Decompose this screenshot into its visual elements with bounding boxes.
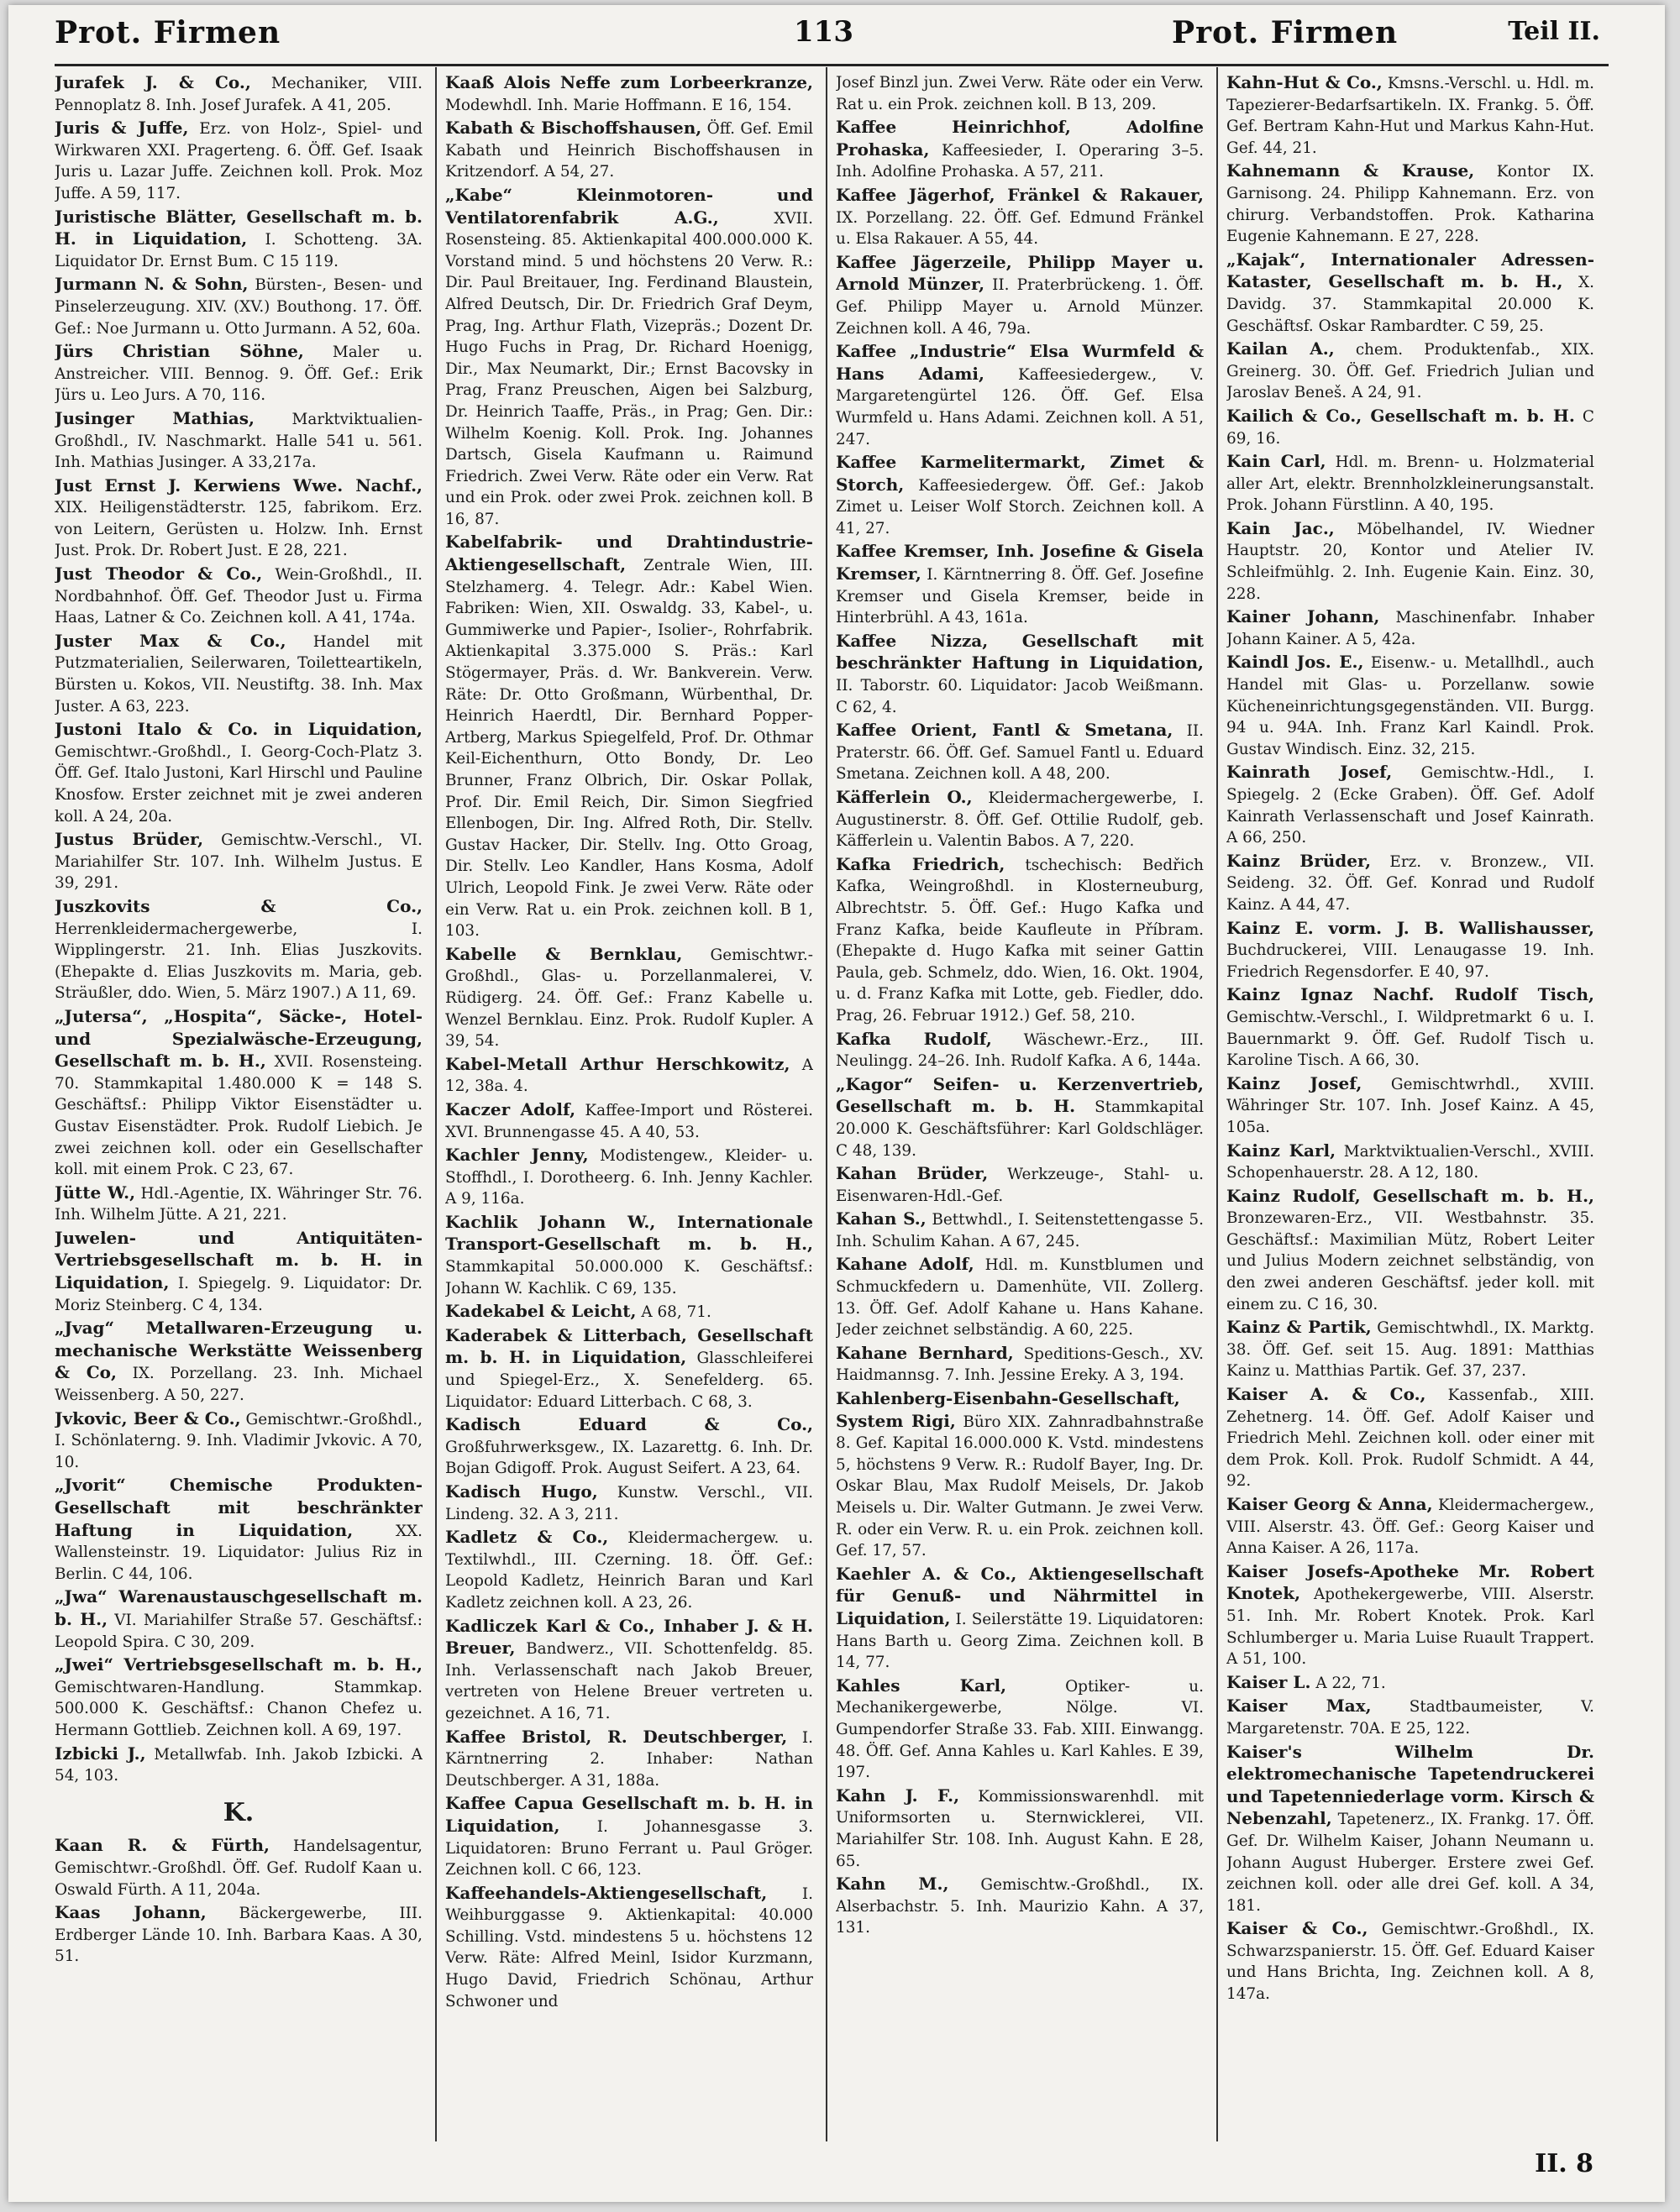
entry-details: Handel mit Putzmaterialien, Seilerwaren, Toiletteartikeln, Bürsten u. Kokos, VII. Neustiftg. 38. Inh. Max Juster. A 63, 223. — [55, 632, 423, 715]
firm-name: Kadekabel & Leicht, — [445, 1301, 637, 1322]
firm-name: Kahn J. F., — [836, 1785, 960, 1806]
column-3 — [836, 72, 1204, 2121]
directory-entry — [1226, 652, 1594, 760]
directory-entry — [55, 1743, 423, 1787]
entry-details: IX. Porzellang. 23. Inh. Michael Weissenberg. A 50, 227. — [55, 1365, 423, 1405]
firm-name: Kaiser & Co., — [1226, 1918, 1368, 1939]
firm-name: „Jvag“ Metallwaren-Erzeugung u. mechanische Werkstätte Weissenberg & Co, — [55, 1318, 423, 1383]
running-head-left: Prot. Firmen — [55, 15, 281, 50]
directory-entry — [836, 72, 1204, 115]
directory-entry — [445, 1727, 813, 1792]
entry-details: Stammkapital 20.000 K. Geschäftsführer: Karl Goldschläger. C 48, 139. — [836, 1098, 1204, 1160]
directory-entry — [836, 1163, 1204, 1207]
firm-name: Kafka Rudolf, — [836, 1028, 992, 1049]
directory-entry — [836, 720, 1204, 785]
entry-details: Josef Binzl jun. Zwei Verw. Räte oder ein Verw. Rat u. ein Prok. zeichnen koll. B 13, 209. — [836, 74, 1204, 113]
directory-entry — [445, 1793, 813, 1880]
firm-name: Kainer Johann, — [1226, 606, 1380, 627]
entry-details: Gemischtw.-Verschl., I. Wildpretmarkt 6 u. I. Bauernmarkt 9. Öff. Gef. Rudolf Tisch u. Karoline Tisch. A 66, 30. — [1226, 1008, 1594, 1070]
firm-name: Kahlenberg-Eisenbahn-Gesellschaft, System Rigi, — [836, 1388, 1180, 1431]
firm-name: Kainz & Partik, — [1226, 1317, 1372, 1338]
directory-entry — [55, 1408, 423, 1474]
firm-name: Kabelle & Bernklau, — [445, 943, 683, 964]
entry-details: Kunstw. Verschl., VII. Lindeng. 32. A 3, 211. — [445, 1484, 813, 1523]
firm-name: „Jutersa“, „Hospita“, Säcke-, Hotel- und Spezialwäsche-Erzeugung, Gesellschaft m. b. H., — [55, 1005, 423, 1072]
firm-name: Jurafek J. & Co., — [55, 72, 251, 92]
firm-name: Kailan A., — [1226, 338, 1335, 359]
entry-details: XX. Wallensteinstr. 19. Liquidator: Julius Riz in Berlin. C 44, 106. — [55, 1522, 423, 1583]
entry-details: I. Kärntnerring 8. Öff. Gef. Josefine Kremser und Gisela Kremser, beide in Hinterbrühl. A 43, 161a. — [836, 566, 1204, 627]
directory-entry — [55, 1835, 423, 1900]
directory-entry — [445, 1616, 813, 1725]
directory-entry — [836, 1785, 1204, 1872]
firm-name: Kadliczek Karl & Co., Inhaber J. & H. Breuer, — [445, 1615, 813, 1659]
directory-page — [8, 5, 1665, 2202]
firm-name: Juris & Juffe, — [55, 118, 189, 139]
entry-details: Kmsns.-Verschl. u. Hdl. m. Tapezierer-Bedarfsartikeln. IX. Frankg. 5. Öff. Gef. Bertram Kahn-Hut und Markus Kahn-Hut. Gef. 44, 21. — [1226, 75, 1594, 157]
firm-name: Kaiser A. & Co., — [1226, 1384, 1426, 1405]
entry-details: Glasschleiferei und Spiegel-Erz., X. Senefelderg. 65. Liquidator: Eduard Litterbach. C 68, 3. — [445, 1350, 813, 1411]
entry-details: Gemischtw.-Hdl., I. Spiegelg. 2 (Ecke Graben). Öff. Gef. Adolf Kainrath Verlassenschaft und Josef Kainrath. A 66, 250. — [1226, 764, 1594, 847]
entry-details: Marktviktualien-Verschl., XVIII. Schopenhauerstr. 28. A 12, 180. — [1226, 1142, 1594, 1182]
entry-details: II. Praterstr. 66. Öff. Gef. Samuel Fantl u. Eduard Smetana. Zeichnen koll. A 48, 200. — [836, 722, 1204, 784]
firm-name: Kaffee Capua Gesellschaft m. b. H. in Liquidation, — [445, 1793, 813, 1836]
firm-name: Kahan Brüder, — [836, 1163, 989, 1184]
entry-details: Buchdruckerei, VIII. Lenaugasse 19. Inh. Friedrich Regensdorfer. E 40, 97. — [1226, 941, 1594, 981]
directory-entry — [55, 1475, 423, 1585]
firm-name: Kaffee Heinrichhof, Adolfine Prohaska, — [836, 117, 1204, 160]
directory-entry — [55, 274, 423, 339]
firm-name: Kahan S., — [836, 1208, 927, 1229]
entry-details: XVII. Rosensteing. 70. Stammkapital 1.480.000 K = 148 S. Geschäftsf.: Philipp Viktor Eisenstädter u. Gustav Eisenstädter. Prok. Rudolf Liebich. Je zwei zeichnen koll. oder ein Gesellschafter koll. mit einem Prok. C 23, 67. — [55, 1053, 423, 1179]
directory-entry — [55, 1586, 423, 1653]
entry-details: Gemischtwr.-Großhdl., Glas- u. Porzellanmalerei, V. Rüdigerg. 24. Öff. Gef.: Franz Kabelle u. Wenzel Bernklau. Einz. Prok. Rudolf Kupler. A 39, 54. — [445, 946, 813, 1051]
directory-entry — [445, 1054, 813, 1098]
firm-name: Kafka Friedrich, — [836, 853, 1005, 874]
directory-entry — [1226, 518, 1594, 605]
directory-entry — [55, 118, 423, 204]
directory-entry — [836, 787, 1204, 852]
directory-entry — [445, 1527, 813, 1613]
firm-name: Kainz Ignaz Nachf. Rudolf Tisch, — [1226, 984, 1594, 1005]
firm-name: Jürs Christian Söhne, — [55, 341, 304, 362]
firm-name: Just Theodor & Co., — [55, 563, 263, 584]
directory-entry — [55, 563, 423, 629]
firm-name: Kaiser L. — [1226, 1671, 1311, 1692]
firm-name: Kabath & Bischoffshausen, — [445, 118, 702, 139]
firm-name: Kaiser Max, — [1226, 1696, 1372, 1717]
entry-details: XVII. Rosensteing. 85. Aktienkapital 400.000.000 K. Vorstand mind. 5 und höchstens 20 Verw. R.: Dir. Paul Breitauer, Ing. Ferdinand Blaustein, Alfred Deutsch, Dir. Dr. Friedrich Graf Deym, Prag, Ing. Arthur Flath, Vizepräs.; Dozent Dr. Hugo Fuchs in Prag, Dr. Richard Hoenigg, Dir., Max Neumarkt, Dir.; Ernst Bacovsky in Prag, Franz Preuschen, Aigen bei Salzburg, Dr. Heinrich Taaffe, Präs., in Prag; Gen. Dir.: Wilhelm Koenig. Koll. Prok. Ing. Johannes Dartsch, Gisela Kaufmann u. Raimund Friedrich. Zwei Verw. Räte oder ein Verw. Rat und ein Prok. oder zwei Prok. zeichnen koll. B 16, 87. — [445, 209, 813, 528]
entry-details: Bäckergewerbe, III. Erdberger Lände 10. Inh. Barbara Kaas. A 30, 51. — [55, 1905, 423, 1966]
directory-entry — [55, 341, 423, 406]
entry-details: Gemischtw.-Verschl., VI. Mariahilfer Str. 107. Inh. Wilhelm Justus. E 39, 291. — [55, 831, 423, 893]
entry-details: IX. Porzellang. 22. Öff. Gef. Edmund Fränkel u. Elsa Rakauer. A 55, 44. — [836, 208, 1204, 249]
column-divider — [435, 67, 437, 2141]
entry-details: Handelsagentur, Gemischtwr.-Großhdl. Öff. Gef. Rudolf Kaan u. Oswald Fürth. A 11, 204a. — [55, 1837, 423, 1899]
entry-details: chem. Produktenfab., XIX. Greinerg. 30. Öff. Gef. Friedrich Julian und Jaroslav Beneš. A 24, 91. — [1226, 341, 1594, 402]
directory-entry — [445, 1145, 813, 1210]
directory-entry — [836, 252, 1204, 339]
firm-name: Kahn M., — [836, 1874, 949, 1895]
directory-entry — [1226, 160, 1594, 247]
entry-details: A 22, 71. — [1315, 1674, 1386, 1692]
directory-entry — [55, 207, 423, 273]
firm-name: Kaiser Georg & Anna, — [1226, 1494, 1433, 1514]
entry-details: Bürsten-, Besen- und Pinselerzeugung. XIV. (XV.) Bouthong. 17. Öff. Gef.: Noe Jurmann u. Otto Jurmann. A 52, 60a. — [55, 276, 423, 338]
firm-name: Kadisch Hugo, — [445, 1481, 598, 1502]
firm-name: Kadletz & Co., — [445, 1527, 609, 1548]
firm-name: Kaan R. & Fürth, — [55, 1835, 270, 1856]
directory-entry — [836, 1388, 1204, 1562]
directory-entry — [836, 185, 1204, 250]
entry-details: A 12, 38a. 4. — [445, 1056, 813, 1096]
directory-entry — [836, 1074, 1204, 1161]
directory-entry — [1226, 451, 1594, 516]
entry-details: Kommissionswarenhdl. mit Uniformsorten u. Sternwicklerei, VII. Mariahilfer Str. 108. Inh. August Kahn. E 28, 65. — [836, 1787, 1204, 1870]
firm-name: Kainz Karl, — [1226, 1140, 1336, 1161]
firm-name: „Kabe“ Kleinmotoren- und Ventilatorenfabrik A.G., — [445, 184, 813, 228]
entry-details: Gemischtwr.-Großhdl., IX. Schwarzspanierstr. 15. Öff. Gef. Eduard Kaiser und Hans Brichta, Ing. Zeichnen koll. A 8, 147a. — [1226, 1921, 1594, 2004]
directory-entry — [1226, 406, 1594, 449]
firm-name: Kahane Bernhard, — [836, 1342, 1014, 1363]
directory-entry — [445, 72, 813, 116]
entry-details: Marktviktualien-Großhdl., IV. Naschmarkt. Halle 541 u. 561. Inh. Mathias Jusinger. A 33,217a. — [55, 410, 423, 472]
firm-name: Kainz Brüder, — [1226, 850, 1372, 871]
firm-name: Juristische Blätter, Gesellschaft m. b. H. in Liquidation, — [55, 206, 423, 249]
firm-name: Kaffee „Industrie“ Elsa Wurmfeld & Hans Adami, — [836, 341, 1204, 384]
entry-details: Hdl. m. Brenn- u. Holzmaterial aller Art, elektr. Brennholzkleinerungsanstalt. Prok. Johann Fürstlinn. A 40, 195. — [1226, 453, 1594, 515]
firm-name: Kaas Johann, — [55, 1902, 207, 1923]
directory-entry — [836, 1343, 1204, 1386]
directory-entry — [1226, 1140, 1594, 1184]
directory-entry — [836, 1874, 1204, 1939]
firm-name: Kaffee Jägerhof, Fränkel & Rakauer, — [836, 184, 1204, 205]
firm-name: Kaffee Bristol, R. Deutschberger, — [445, 1726, 788, 1747]
directory-entry — [1226, 72, 1594, 159]
firm-name: Kaehler A. & Co., Aktiengesellschaft für Genuß- und Nährmittel in Liquidation, — [836, 1563, 1204, 1628]
firm-name: Juwelen- und Antiquitäten-Vertriebsgesellschaft m. b. H. in Liquidation, — [55, 1227, 423, 1293]
directory-entry — [1226, 1317, 1594, 1382]
entry-details: Gemischtwaren-Handlung. Stammkap. 500.000 K. Geschäftsf.: Chanon Chefez u. Hermann Gottlieb. Zeichnen koll. A 69, 197. — [55, 1678, 423, 1739]
entry-details: I. Kärntnerring 2. Inhaber: Nathan Deutschberger. A 31, 188a. — [445, 1728, 813, 1790]
firm-name: Kaffee Kremser, Inh. Josefine & Gisela Kremser, — [836, 541, 1204, 584]
directory-entry — [445, 118, 813, 183]
directory-entry — [55, 1902, 423, 1968]
entry-details: I. Spiegelg. 9. Liquidator: Dr. Moriz Steinberg. C 4, 134. — [55, 1275, 423, 1314]
directory-entry — [55, 475, 423, 562]
directory-entry — [836, 117, 1204, 183]
firm-name: Kahn-Hut & Co., — [1226, 72, 1383, 92]
entry-details: Mechaniker, VIII. Pennoplatz 8. Inh. Josef Jurafek. A 41, 205. — [55, 75, 423, 114]
entry-details: Maschinenfabr. Inhaber Johann Kainer. A 5, 42a. — [1226, 609, 1594, 648]
entry-details: I. Seilerstätte 19. Liquidatoren: Hans Barth u. Georg Zima. Zeichnen koll. B 14, 77. — [836, 1610, 1204, 1672]
entry-details: X. Davidg. 37. Stammkapital 20.000 K. Geschäftsf. Oskar Rambardter. C 59, 25. — [1226, 274, 1594, 335]
firm-name: Kainrath Josef, — [1226, 762, 1393, 783]
firm-name: „Kagor“ Seifen- u. Kerzenvertrieb, Gesellschaft m. b. H. — [836, 1073, 1204, 1117]
firm-name: Jütte W., — [55, 1182, 136, 1203]
entry-details: Wäschewr.-Erz., III. Neulingg. 24–26. Inh. Rudolf Kafka. A 6, 144a. — [836, 1030, 1204, 1071]
directory-entry — [1226, 762, 1594, 848]
entry-details: Gemischtwhdl., IX. Marktg. 38. Öff. Gef. seit 15. Aug. 1891: Matthias Kainz u. Matthias Partik. Gef. 37, 237. — [1226, 1319, 1594, 1381]
entry-details: Maler u. Anstreicher. VIII. Bennog. 9. Öff. Gef.: Erik Jürs u. Leo Jurs. A 70, 116. — [55, 343, 423, 405]
directory-entry — [1226, 249, 1594, 337]
firm-name: Juszkovits & Co., — [55, 895, 423, 916]
directory-entry — [55, 408, 423, 474]
signature-mark: II. 8 — [1535, 2149, 1593, 2178]
entry-details: Erz. von Holz-, Spiel- und Wirkwaren XXI. Pragerteng. 6. Öff. Gef. Isaak Juris u. Lazar Juffe. Zeichnen koll. Prok. Moz Juffe. A 59, 117. — [55, 120, 423, 202]
firm-name: Kaffee Orient, Fantl & Smetana, — [836, 720, 1173, 741]
directory-entry — [836, 341, 1204, 450]
directory-entry — [1226, 1696, 1594, 1739]
entry-details: Modistengew., Kleider- u. Stoffhdl., I. Dorotheerg. 6. Inh. Jenny Kachler. A 9, 116a. — [445, 1147, 813, 1208]
entry-details: Erz. v. Bronzew., VII. Seideng. 32. Öff. Gef. Konrad und Rudolf Kainz. A 44, 47. — [1226, 852, 1594, 914]
directory-entry — [1226, 338, 1594, 404]
column-2 — [445, 72, 813, 2121]
firm-name: Kabel-Metall Arthur Herschkowitz, — [445, 1053, 790, 1074]
directory-entry — [1226, 1073, 1594, 1139]
firm-name: Kaindl Jos. E., — [1226, 652, 1364, 673]
directory-entry — [55, 829, 423, 894]
firm-name: Kahnemann & Krause, — [1226, 160, 1475, 181]
directory-entry — [1226, 851, 1594, 916]
directory-entry — [55, 72, 423, 116]
firm-name: Kaffee Karmelitermarkt, Zimet & Storch, — [836, 452, 1204, 495]
directory-entry — [445, 944, 813, 1052]
entry-details: Tapetenerz., IX. Frankg. 17. Öff. Gef. Dr. Wilhelm Kaiser, Johann Neumann u. Johann August Huberger. Erstere zwei Gef. zeichnen koll. oder alle drei Gef. koll. A 34, 181. — [1226, 1811, 1594, 1915]
entry-details: Kaffee-Import und Rösterei. XVI. Brunnengasse 45. A 40, 53. — [445, 1101, 813, 1141]
directory-entry — [1226, 1494, 1594, 1559]
firm-name: Kahles Karl, — [836, 1675, 1007, 1696]
part-label: Teil II. — [1508, 17, 1600, 46]
firm-name: Just Ernst J. Kerwiens Wwe. Nachf., — [55, 474, 423, 495]
entry-details: Kaffeesiedergew., V. Margaretengürtel 126. Öff. Gef. Elsa Wurmfeld u. Hans Adami. Zeichnen koll. A 51, 247. — [836, 365, 1204, 448]
entry-details: Modewhdl. Inh. Marie Hoffmann. E 16, 154. — [445, 96, 792, 114]
entry-details: Stammkapital 50.000.000 K. Geschäftsf.: Johann W. Kachlik. C 69, 135. — [445, 1258, 813, 1297]
directory-entry — [1226, 1918, 1594, 2005]
directory-entry — [836, 631, 1204, 718]
directory-entry — [445, 1481, 813, 1525]
firm-name: Kachlik Johann W., Internationale Transport-Gesellschaft m. b. H., — [445, 1211, 813, 1255]
entry-details: Gemischtwr.-Großhdl., I. Schönlaterng. 9. Inh. Vladimir Jvkovic. A 70, 10. — [55, 1410, 423, 1471]
entry-details: Gemischtwr.-Großhdl., I. Georg-Coch-Platz 3. Öff. Gef. Italo Justoni, Karl Hirschl und Pauline Knosfow. Erster zeichnet mit je zwei anderen koll. A 24, 20a. — [55, 742, 423, 826]
entry-details: Öff. Gef. Emil Kabath und Heinrich Bischoffshausen in Kritzendorf. A 54, 27. — [445, 120, 813, 181]
firm-name: Kainz Rudolf, Gesellschaft m. b. H., — [1226, 1185, 1594, 1206]
directory-entry — [55, 1228, 423, 1316]
column-divider — [1216, 67, 1218, 2141]
entry-details: Kassenfab., XIII. Zehetnerg. 14. Öff. Gef. Adolf Kaiser und Friedrich Mehl. Zeichnen koll. oder einer mit dem Prok. Koll. Prok. Rudolf Schmidt. A 44, 92. — [1226, 1386, 1594, 1491]
entry-details: II. Praterbrückeng. 1. Öff. Gef. Philipp Mayer u. Arnold Münzer. Zeichnen koll. A 46, 79a. — [836, 276, 1204, 338]
entry-details: Werkzeuge-, Stahl- u. Eisenwaren-Hdl.-Gef. — [836, 1166, 1204, 1205]
directory-entry — [1226, 1186, 1594, 1316]
entry-details: Möbelhandel, IV. Wiedner Hauptstr. 20, Kontor und Atelier IV. Schleifmühlg. 2. Inh. Eugenie Kain. Einz. 30, 228. — [1226, 520, 1594, 603]
firm-name: Kainz E. vorm. J. B. Wallishausser, — [1226, 917, 1594, 938]
firm-name: Kain Jac., — [1226, 517, 1335, 538]
entry-details: Apothekergewerbe, VIII. Alserstr. 51. Inh. Mr. Robert Knotek. Prok. Karl Schlumberger u. Maria Luise Ruault Trappert. A 51, 100. — [1226, 1586, 1594, 1669]
entry-details: Kaffeesiedergew. Öff. Gef.: Jakob Zimet u. Leiser Wolf Storch. Zeichnen koll. A 41, 27. — [836, 476, 1204, 537]
entry-details: Gemischtw.-Großhdl., IX. Alserbachstr. 5. Inh. Maurizio Kahn. A 37, 131. — [836, 1876, 1204, 1937]
firm-name: Justoni Italo & Co. in Liquidation, — [55, 719, 423, 740]
directory-entry — [836, 1564, 1204, 1674]
column-4 — [1226, 72, 1594, 2121]
entry-details: Kleidermachergewerbe, I. Augustinerstr. 8. Öff. Gef. Ottilie Rudolf, geb. Käfferlein u. Valentin Babos. A 7, 220. — [836, 789, 1204, 851]
entry-details: Kontor IX. Garnisong. 24. Philipp Kahnemann. Erz. von chirurg. Verbandstoffen. Prok. Katharina Eugenie Kahnemann. E 27, 228. — [1226, 163, 1594, 246]
firm-name: Kaiser's Wilhelm Dr. elektromechanische Tapetendruckerei und Tapetenniederlage vorm. Kirsch & Nebenzahl, — [1226, 1741, 1594, 1829]
entry-details: Hdl. m. Kunstblumen und Schmuckfedern u. Damenhüte, VII. Zollerg. 13. Öff. Gef. Adolf Kahane u. Hans Kahane. Jeder zeichnet selbständig. A 60, 225. — [836, 1256, 1204, 1339]
firm-name: Kain Carl, — [1226, 451, 1326, 472]
firm-name: Izbicki J., — [55, 1743, 146, 1764]
section-letter: K. — [223, 1797, 255, 1827]
directory-entry — [836, 854, 1204, 1027]
firm-name: Kaderabek & Litterbach, Gesellschaft m. b. H. in Liquidation, — [445, 1324, 813, 1368]
entry-details: Kaffeesieder, I. Operaring 3–5. Inh. Adolfine Prohaska. A 57, 211. — [836, 141, 1204, 181]
entry-details: Hdl.-Agentie, IX. Währinger Str. 76. Inh. Wilhelm Jütte. A 21, 221. — [55, 1184, 423, 1224]
directory-entry — [836, 452, 1204, 539]
entry-details: XIX. Heiligenstädterstr. 125, fabrikom. Erz. von Leitern, Gerüsten u. Holzw. Inh. Ernst Just. Prok. Dr. Robert Just. E 28, 221. — [55, 499, 423, 560]
entry-details: I. Johannesgasse 3. Liquidatoren: Bruno Ferrant u. Paul Gröger. Zeichnen koll. C 66, 123. — [445, 1817, 813, 1879]
directory-entry — [445, 1301, 813, 1324]
directory-entry — [1226, 1384, 1594, 1492]
entry-details: VI. Mariahilfer Straße 57. Geschäftsf.: Leopold Spira. C 30, 209. — [55, 1611, 423, 1651]
directory-entry — [55, 719, 423, 827]
firm-name: „Jvorit“ Chemische Produkten-Gesellschaft mit beschränkter Haftung in Liquidation, — [55, 1475, 423, 1540]
directory-entry — [1226, 1742, 1594, 1917]
directory-entry — [55, 1318, 423, 1406]
entry-details: C 69, 16. — [1226, 407, 1594, 448]
directory-entry — [55, 631, 423, 717]
directory-entry — [1226, 1561, 1594, 1670]
entry-details: Bandwerz., VII. Schottenfeldg. 85. Inh. Verlassenschaft nach Jakob Breuer, vertreten von Helene Breuer vertreten u. gezeichnet. A 16, 71. — [445, 1640, 813, 1722]
directory-entry — [55, 1654, 423, 1741]
entry-details: Herrenkleidermachergewerbe, I. Wipplingerstr. 21. Inh. Elias Juszkovits. (Ehepakte d. Elias Juszkovits m. Maria, geb. Sträußler, ddo. Wien, 5. März 1907.) A 11, 69. — [55, 920, 423, 1003]
entry-details: Zentrale Wien, III. Stelzhamerg. 4. Telegr. Adr.: Kabel Wien. Fabriken: Wien, XII. Oswaldg. 33, Kabel-, u. Gummiwerke und Papier-, Isolier-, Rohrfabrik. Aktienkapital 3.375.000 S. Präs.: Karl Stögermayer, Präs. d. Wr. Bankverein. Verw. Räte: Dr. Otto Großmann, Würbenthal, Dr. Heinrich Haerdtl, Dir. Bernhard Popper-Artberg, Markus Spiegelfeld, Prof. Dr. Othmar Keil-Eichenthurn, Otto Bondy, Dr. Leo Brunner, Franz Olbrich, Dir. Oskar Pollak, Prof. Dir. Emil Reich, Dir. Simon Siegfried Ellenbogen, Dir. Ing. Alfred Roth, Dir. Stellv. Gustav Hacker, Dir. Stellv. Ing. Otto Groag, Dir. Stellv. Leo Kandler, Hans Kosma, Adolf Ulrich, Leopold Fink. Je zwei Verw. Räte oder ein Verw. Rat u. ein Prok. zeichnen koll. B 1, 103. — [445, 557, 813, 941]
firm-name: Kaffeehandels-Aktiengesellschaft, — [445, 1882, 768, 1903]
firm-name: Jvkovic, Beer & Co., — [55, 1407, 241, 1428]
entry-details: Metallwfab. Inh. Jakob Izbicki. A 54, 103. — [55, 1745, 423, 1785]
entry-details: Optiker- u. Mechanikergewerbe, Nölge. VI. Gumpendorfer Straße 33. Fab. XIII. Einwangg. 48. Öff. Gef. Anna Kahles u. Karl Kahles. E 39, 197. — [836, 1677, 1204, 1782]
firm-name: „Jwei“ Vertriebsgesellschaft m. b. H., — [55, 1654, 423, 1675]
entry-details: Großfuhrwerksgew., IX. Lazarettg. 6. Inh. Dr. Bojan Gdigoff. Prok. August Seifert. A 23, 64. — [445, 1438, 813, 1478]
firm-name: Jusinger Mathias, — [55, 407, 255, 428]
directory-entry — [445, 532, 813, 941]
directory-entry — [836, 541, 1204, 628]
firm-name: Juster Max & Co., — [55, 630, 286, 651]
firm-name: Kailich & Co., Gesellschaft m. b. H. — [1226, 405, 1575, 426]
entry-details: Bettwhdl., I. Seitenstettengasse 5. Inh. Schulim Kahan. A 67, 245. — [836, 1211, 1204, 1250]
firm-name: „Jwa“ Warenaustauschgesellschaft m. b. H., — [55, 1586, 423, 1629]
column-divider — [826, 67, 827, 2141]
firm-name: Kahane Adolf, — [836, 1254, 974, 1275]
firm-name: Kaiser Josefs-Apotheke Mr. Robert Knotek, — [1226, 1560, 1594, 1604]
entry-details: Bronzewaren-Erz., VII. Westbahnstr. 35. Geschäftsf.: Maximilian Mütz, Robert Leiter und Julius Modern zeichnet selbständig, von den zwei anderen Geschäftsf. jeder koll. mit einem zu. C 16, 30. — [1226, 1209, 1594, 1313]
directory-entry — [1226, 606, 1594, 650]
entry-details: A 68, 71. — [641, 1303, 711, 1322]
running-head-right: Prot. Firmen — [1172, 15, 1399, 50]
firm-name: Kadisch Eduard & Co., — [445, 1414, 813, 1435]
entry-details: Kleidermachergew., VIII. Alserstr. 43. Öff. Gef.: Georg Kaiser und Anna Kaiser. A 26, 117a. — [1226, 1497, 1594, 1558]
directory-entry — [836, 1029, 1204, 1072]
directory-entry — [1226, 1672, 1594, 1695]
firm-name: Justus Brüder, — [55, 829, 204, 850]
directory-entry — [1226, 918, 1594, 983]
directory-entry — [445, 1883, 813, 2013]
directory-entry — [445, 1325, 813, 1413]
directory-entry — [55, 896, 423, 1004]
directory-entry — [445, 1414, 813, 1480]
entry-details: Büro XIX. Zahnradbahnstraße 8. Gef. Kapital 16.000.000 K. Vstd. mindestens 5, höchstens 9 Verw. R.: Rudolf Bayer, Ing. Dr. Oskar Blau, Max Rudolf Meisels, Dr. Jakob Meisels u. Dir. Walter Gutmann. Je zwei Verw. R. oder ein Verw. R. u. ein Prok. zeichnen koll. Gef. 17, 57. — [836, 1413, 1204, 1560]
firm-name: Kaffee Nizza, Gesellschaft mit beschränkter Haftung in Liquidation, — [836, 630, 1204, 674]
firm-name: Jurmann N. & Sohn, — [55, 274, 249, 295]
directory-entry — [445, 1212, 813, 1299]
entry-details: Stadtbaumeister, V. Margaretenstr. 70A. E 25, 122. — [1226, 1698, 1594, 1738]
column-1 — [55, 72, 423, 2121]
firm-name: Kaffee Jägerzeile, Philipp Mayer u. Arnold Münzer, — [836, 251, 1204, 295]
header-rule — [55, 64, 1609, 66]
directory-entry — [836, 1208, 1204, 1252]
entry-details: tschechisch: Bedřich Kafka, Weingroßhdl. in Klosterneuburg, Albrechtstr. 5. Öff. Gef.: Hugo Kafka und Franz Kafka, beide Kaufleute in Příbram. (Ehepakte d. Hugo Kafka mit seiner Gattin Paula, geb. Schmelz, ddo. Wien, 16. Okt. 1904, u. d. Franz Kafka mit Lotte, geb. Fiedler, ddo. Prag, 26. Februar 1912.) Gef. 58, 210. — [836, 856, 1204, 1025]
entry-details: Speditions-Gesch., XV. Haidmannsg. 7. Inh. Jessine Ereky. A 3, 194. — [836, 1344, 1204, 1385]
page-header — [55, 12, 1600, 58]
entry-details: Eisenw.- u. Metallhdl., auch Handel mit Glas- u. Porzellanw. sowie Kücheneinrichtungsgegenständen. VII. Burgg. 94 u. 94A. Inh. Franz Karl Kaindl. Prok. Gustav Windisch. Einz. 32, 215. — [1226, 654, 1594, 758]
firm-name: Kaaß Alois Neffe zum Lorbeerkranze, — [445, 72, 813, 92]
entry-details: Wein-Großhdl., II. Nordbahnhof. Öff. Gef. Theodor Just u. Firma Haas, Latner & Co. Zeichnen koll. A 41, 174a. — [55, 566, 423, 627]
firm-name: Käfferlein O., — [836, 787, 973, 807]
directory-entry — [55, 1182, 423, 1226]
directory-entry — [836, 1675, 1204, 1784]
firm-name: Kainz Josef, — [1226, 1072, 1362, 1093]
page-number: 113 — [794, 15, 853, 49]
entry-details: Kleidermachergew. u. Textilwhdl., III. Czerning. 18. Öff. Gef.: Leopold Kadletz, Heinrich Baran und Karl Kadletz zeichnen koll. A 23, 26. — [445, 1529, 813, 1612]
entry-details: Gemischtwrhdl., XVIII. Währinger Str. 107. Inh. Josef Kainz. A 45, 105a. — [1226, 1075, 1594, 1136]
entry-details: I. Weihburggasse 9. Aktienkapital: 40.000 Schilling. Vstd. mindestens 5 u. höchstens 12 Verw. Räte: Alfred Meinl, Isidor Kurzmann, Hugo David, Friedrich Schönau, Arthur Schwoner und — [445, 1884, 813, 2010]
firm-name: Kaczer Adolf, — [445, 1098, 576, 1119]
firm-name: „Kajak“, Internationaler Adressen-Kataster, Gesellschaft m. b. H., — [1226, 249, 1594, 292]
entry-details: I. Schotteng. 3A. Liquidator Dr. Ernst Bum. C 15 119. — [55, 231, 423, 270]
directory-entry — [836, 1254, 1204, 1340]
directory-entry — [445, 185, 813, 531]
entry-details: II. Taborstr. 60. Liquidator: Jacob Weißmann. C 62, 4. — [836, 677, 1204, 716]
firm-name: Kachler Jenny, — [445, 1145, 589, 1166]
directory-entry — [445, 1099, 813, 1143]
directory-entry — [1226, 984, 1594, 1071]
firm-name: Kabelfabrik- und Drahtindustrie-Aktiengesellschaft, — [445, 532, 813, 575]
directory-entry — [55, 1006, 423, 1181]
